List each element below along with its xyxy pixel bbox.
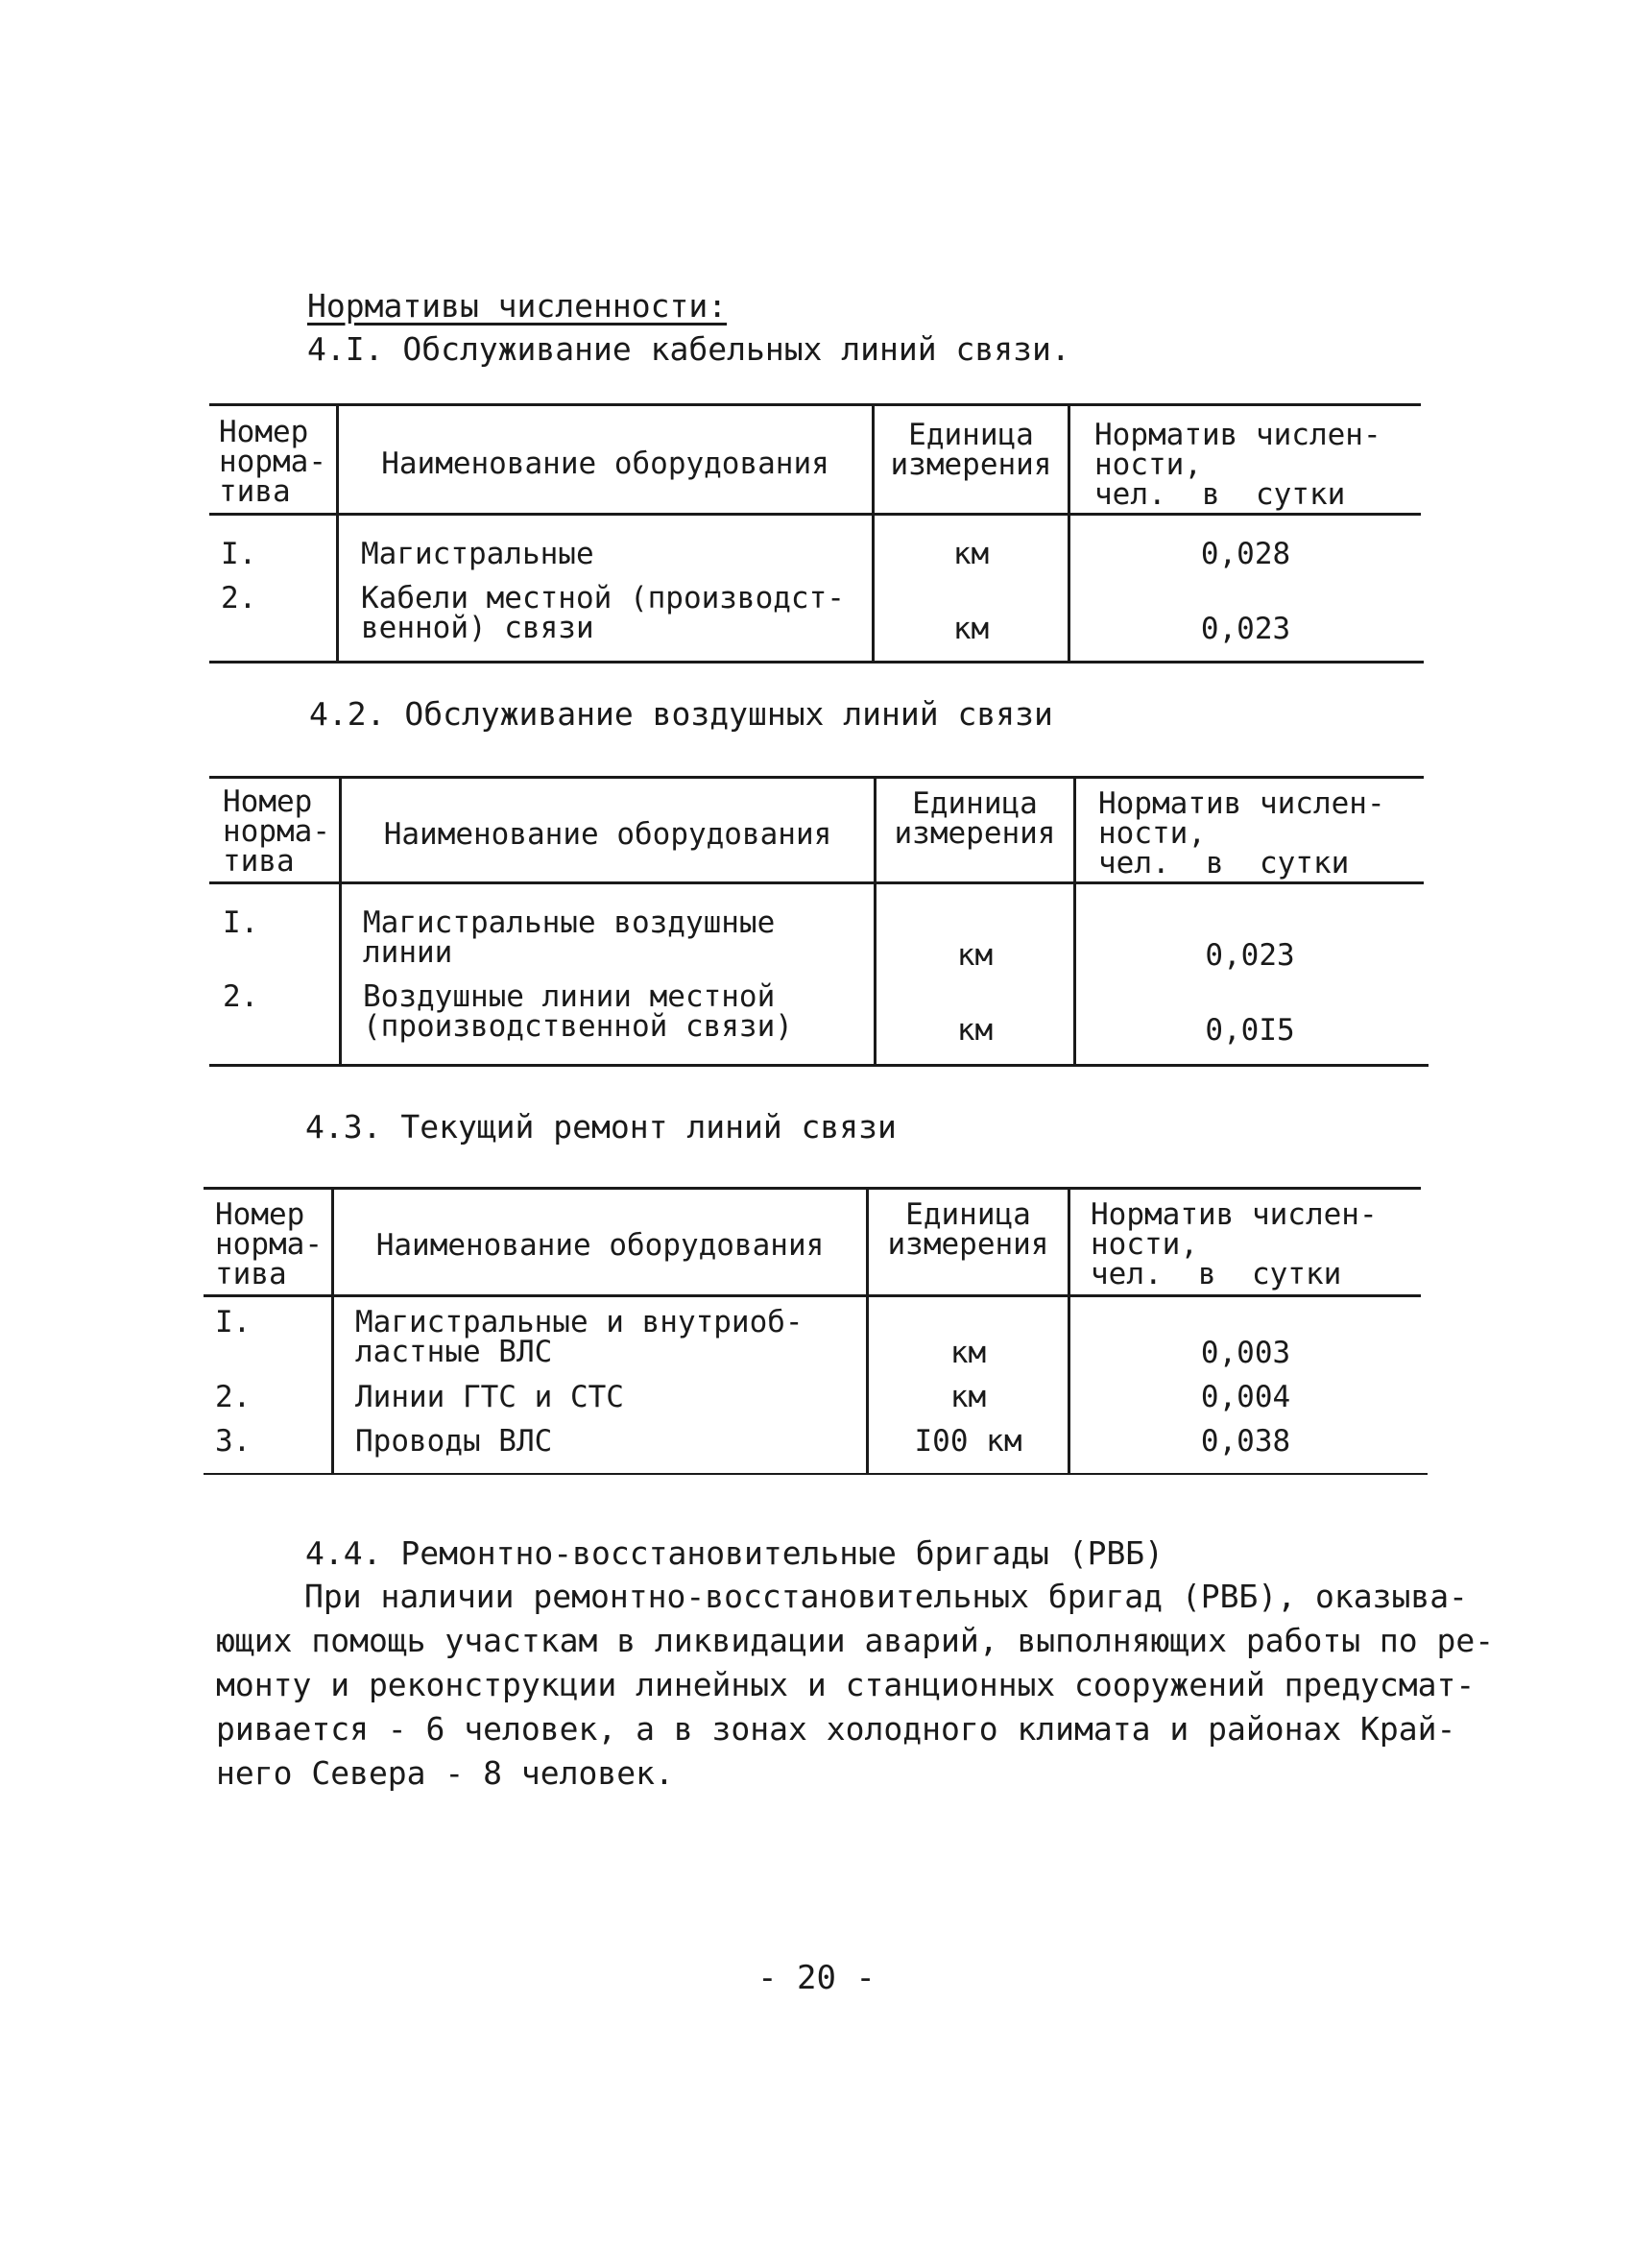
header-name: Наименование оборудования	[381, 446, 829, 481]
row-number: I.	[221, 537, 257, 571]
section-4-4-title: 4.4. Ремонтно-восстановительные бригады (РВБ)	[305, 1534, 1165, 1572]
paragraph-line: ривается - 6 человек, а в зонах холодного климата и районах Край-	[216, 1710, 1456, 1748]
header-norm: Норматив числен- ности, чел. в сутки	[1091, 1197, 1378, 1291]
row-unit: км	[952, 537, 990, 571]
paragraph-line: При наличии ремонтно-восстановительных бригад (РВБ), оказыва-	[304, 1578, 1468, 1615]
section-4-3-title: 4.3. Текущий ремонт линий связи	[305, 1108, 897, 1146]
row-value: 0,028	[1200, 537, 1291, 571]
paragraph-line: монту и реконструкции линейных и станционных сооружений предусмат-	[216, 1666, 1476, 1703]
row-number: 2.	[215, 1380, 252, 1414]
row-value: 0,023	[1205, 938, 1295, 973]
table-cable-lines	[209, 403, 1430, 664]
header-norm: Норматив числен- ности, чел. в сутки	[1098, 786, 1385, 881]
row-number: 3.	[215, 1424, 252, 1459]
header-unit: Единица измерения	[887, 1197, 1049, 1262]
header-unit: Единица измерения	[894, 786, 1056, 851]
row-number: I.	[223, 905, 259, 940]
page-number: - 20 -	[757, 1959, 876, 1997]
row-name: Проводы ВЛС	[355, 1424, 553, 1459]
table-overhead-lines	[209, 776, 1430, 1069]
row-name: Магистральные и внутриоб- ластные ВЛС	[355, 1305, 804, 1369]
row-unit: км	[956, 1013, 994, 1048]
rvb-paragraph	[216, 1575, 1495, 1796]
row-value: 0,003	[1200, 1336, 1291, 1370]
row-name: Воздушные линии местной (производственной связи)	[363, 979, 793, 1044]
row-number: 2.	[221, 581, 257, 615]
row-value: 0,004	[1200, 1380, 1291, 1414]
header-name: Наименование оборудования	[375, 1228, 825, 1263]
header-norm: Норматив числен- ности, чел. в сутки	[1094, 418, 1381, 512]
row-number: 2.	[223, 979, 259, 1014]
row-name: Магистральные воздушные линии	[363, 905, 776, 970]
row-name: Магистральные	[361, 537, 594, 571]
row-unit: км	[949, 1336, 987, 1370]
header-unit: Единица измерения	[890, 418, 1052, 482]
row-unit: км	[952, 612, 990, 646]
row-name: Линии ГТС и СТС	[355, 1380, 624, 1414]
header-number: Номер норма- тива	[215, 1197, 323, 1291]
row-unit: I00 км	[914, 1424, 1022, 1459]
paragraph-line: него Севера - 8 человек.	[216, 1754, 674, 1792]
row-value: 0,0I5	[1205, 1013, 1295, 1048]
paragraph-line: ющих помощь участкам в ликвидации аварий, выполняющих работы по ре-	[216, 1622, 1495, 1659]
header-name: Наименование оборудования	[383, 817, 832, 852]
row-number: I.	[215, 1305, 252, 1339]
section-4-2-title: 4.2. Обслуживание воздушных линий связи	[309, 695, 1053, 733]
header-number: Номер норма- тива	[219, 415, 326, 509]
header-number: Номер норма- тива	[223, 784, 330, 879]
norms-heading: Нормативы численности:	[307, 287, 728, 325]
row-unit: км	[956, 938, 994, 973]
section-4-1-title: 4.I. Обслуживание кабельных линий связи.	[307, 330, 1070, 368]
row-unit: км	[949, 1380, 987, 1414]
table-line-repair	[204, 1187, 1425, 1477]
row-name: Кабели местной (производст- венной) связи	[361, 581, 845, 645]
row-value: 0,038	[1200, 1424, 1291, 1459]
row-value: 0,023	[1200, 612, 1291, 646]
